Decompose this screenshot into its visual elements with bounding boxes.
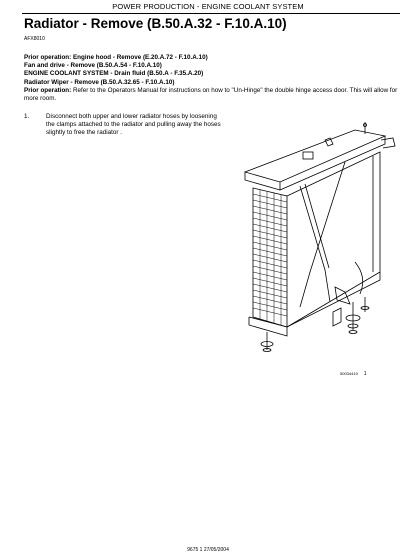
figure-code: 50034410 — [340, 371, 358, 376]
header-divider — [22, 13, 400, 14]
prior-operation-label[interactable]: Radiator Wiper - Remove (B.50.A.32.65 - F.10.A.10) — [24, 78, 175, 86]
prior-operation-label[interactable]: ENGINE COOLANT SYSTEM - Drain fluid (B.50.A - F.35.A.20) — [24, 70, 204, 78]
radiator-illustration — [205, 122, 400, 377]
page-title: Radiator - Remove (B.50.A.32 - F.10.A.10) — [24, 16, 287, 31]
prior-operation-line — [24, 54, 404, 62]
prior-operation-line — [24, 87, 404, 103]
figure-number: 1 — [363, 371, 367, 377]
step-number: 1. — [24, 113, 30, 120]
step-text: Disconnect both upper and lower radiator hoses by loosening the clamps attached to the radiator and pulling away the hoses slightly to free the radiator . — [46, 113, 221, 137]
prior-operations — [24, 54, 404, 103]
prior-operation-line — [24, 70, 404, 78]
page-footer: 9675 1 27/05/2004 — [187, 547, 229, 553]
prior-operation-line — [24, 79, 404, 87]
figure-reference — [340, 371, 367, 377]
prior-operation-label: Prior operation: — [24, 86, 72, 94]
prior-operation-label[interactable]: Prior operation: Engine hood - Remove (E.20.A.72 - F.10.A.10) — [24, 54, 208, 61]
prior-operation-text: Refer to the Operators Manual for instructions on how to "Un-Hinge" the double hinge access door. This will allow for more room. — [24, 86, 398, 103]
prior-operation-line — [24, 62, 404, 70]
running-header: POWER PRODUCTION - ENGINE COOLANT SYSTEM — [112, 2, 304, 11]
prior-operation-label[interactable]: Fan and drive - Remove (B.50.A.54 - F.10.A.10) — [24, 62, 162, 70]
document-code: AFX8010 — [24, 36, 45, 42]
